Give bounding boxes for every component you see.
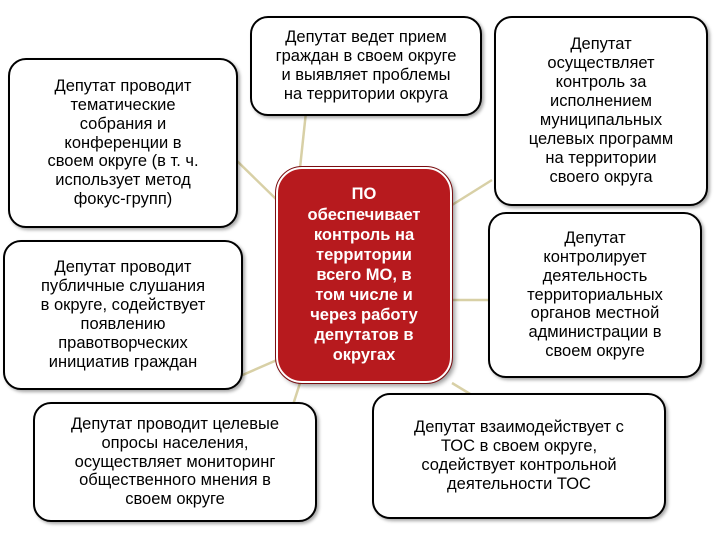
connector-right-top bbox=[452, 180, 492, 205]
node-left-bottom bbox=[3, 240, 243, 390]
node-left-top-text: Депутат проводит тематические собрания и конференции в своем округе (в т. ч. использует метод фокус-групп) bbox=[47, 76, 199, 209]
connector-top-center bbox=[300, 112, 306, 168]
node-top-center bbox=[250, 16, 482, 116]
center-node bbox=[276, 167, 452, 383]
node-left-bottom-text: Депутат проводит публичные слушания в округе, содействует появлению правотворческих инициатив граждан bbox=[40, 258, 206, 371]
connector-left-top bbox=[236, 160, 277, 200]
node-right-top bbox=[494, 16, 708, 206]
node-bottom-right-text: Депутат взаимодействует с ТОС в своем округе, содействует контрольной деятельности ТОС bbox=[414, 418, 624, 493]
node-bottom-right bbox=[372, 393, 666, 519]
connector-left-bottom bbox=[238, 360, 277, 377]
node-right-top-text: Депутат осуществляет контроль за исполнением муниципальных целевых программ на территории своего округа bbox=[528, 35, 674, 186]
node-top-center-text: Депутат ведет прием граждан в своем округе и выявляет проблемы на территории округа bbox=[275, 28, 457, 103]
node-right-middle bbox=[488, 212, 702, 378]
center-node-text: ПО обеспечивает контроль на территории всего МО, в том числе и через работу депутатов в округах bbox=[307, 185, 421, 365]
node-bottom-left bbox=[33, 402, 317, 522]
node-right-middle-text: Депутат контролирует деятельность территориальных органов местной администрации в своем округе bbox=[527, 228, 663, 361]
node-left-top bbox=[8, 58, 238, 228]
node-bottom-left-text: Депутат проводит целевые опросы населения, осуществляет мониторинг общественного мнения в своем округе bbox=[70, 414, 280, 509]
